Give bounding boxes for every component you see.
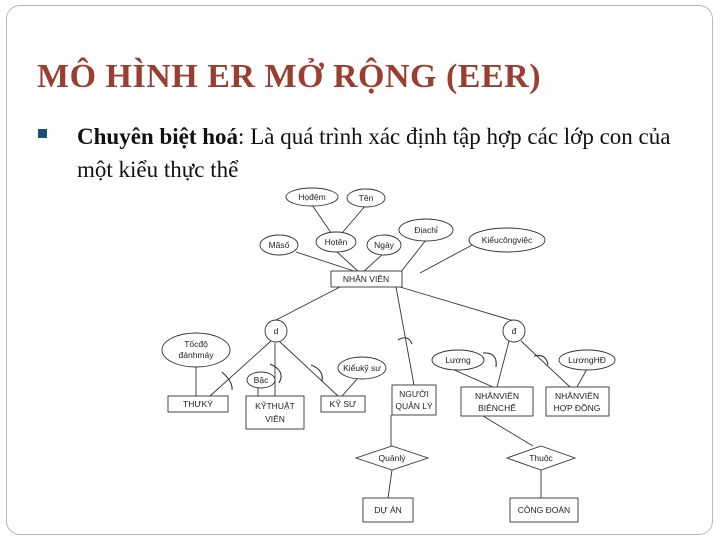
entity-duan: DỰ ÁN: [374, 505, 402, 515]
entity-nvhopdong-line1: NHÂNVIÊN: [555, 391, 599, 401]
entity-kysu: KỸ SƯ: [329, 399, 357, 409]
attr-bac: Bậc: [253, 375, 269, 385]
rel-thuoc: Thuộc: [529, 453, 553, 463]
bullet-separator: :: [238, 124, 245, 149]
entity-nhanvien: NHÂN VIÊN: [342, 274, 390, 284]
attr-kieukysu: Kiểukỹ sư: [343, 363, 381, 373]
attr-tocdo-line2: đánhmáy: [178, 350, 214, 360]
entity-nvhopdong-line2: HỢP ĐỒNG: [553, 403, 601, 413]
bullet-term: Chuyên biệt hoá: [77, 124, 239, 149]
entity-kythuatvien-line2: VIÊN: [265, 414, 285, 424]
entity-nguoiquanly-line1: NGƯỜI: [399, 389, 429, 399]
attr-ngay: Ngày: [374, 240, 394, 250]
entity-nguoiquanly-line2: QUẢN LÝ: [395, 401, 433, 411]
entity-nvbienche-line2: BIÊNCHẾ: [478, 403, 516, 413]
attr-hodem: Họđệm: [298, 192, 326, 202]
spec-right-label: đ: [511, 326, 517, 336]
bullet-definition: Là quá trình xác định tập hợp các lớp con của một kiểu thực thể: [77, 124, 671, 182]
attr-hoten: Họtên: [324, 237, 348, 247]
entity-kythuatvien-line1: KỸTHUẬT: [255, 401, 295, 411]
attr-tocdo-line1: Tốcđộ: [184, 339, 208, 349]
attr-diachi: Địachỉ: [414, 225, 438, 235]
entity-congdoan: CÔNG ĐOÀN: [517, 505, 571, 515]
rel-quanly: Quảnlý: [378, 453, 406, 463]
entity-nvbienche-line1: NHÂNVIÊN: [475, 391, 519, 401]
attr-ten: Tên: [358, 193, 374, 203]
spec-left-label: d: [273, 326, 279, 336]
entity-thuky: THƯKÝ: [183, 399, 213, 409]
attr-luong: Lương: [445, 355, 471, 365]
slide-title: MÔ HÌNH ER MỞ RỘNG (EER): [37, 58, 542, 95]
attr-maso: Mãsố: [268, 240, 290, 250]
attr-luonghd: LươngHĐ: [568, 355, 606, 365]
attr-kieucongviec: Kiểucôngviệc: [481, 235, 533, 245]
